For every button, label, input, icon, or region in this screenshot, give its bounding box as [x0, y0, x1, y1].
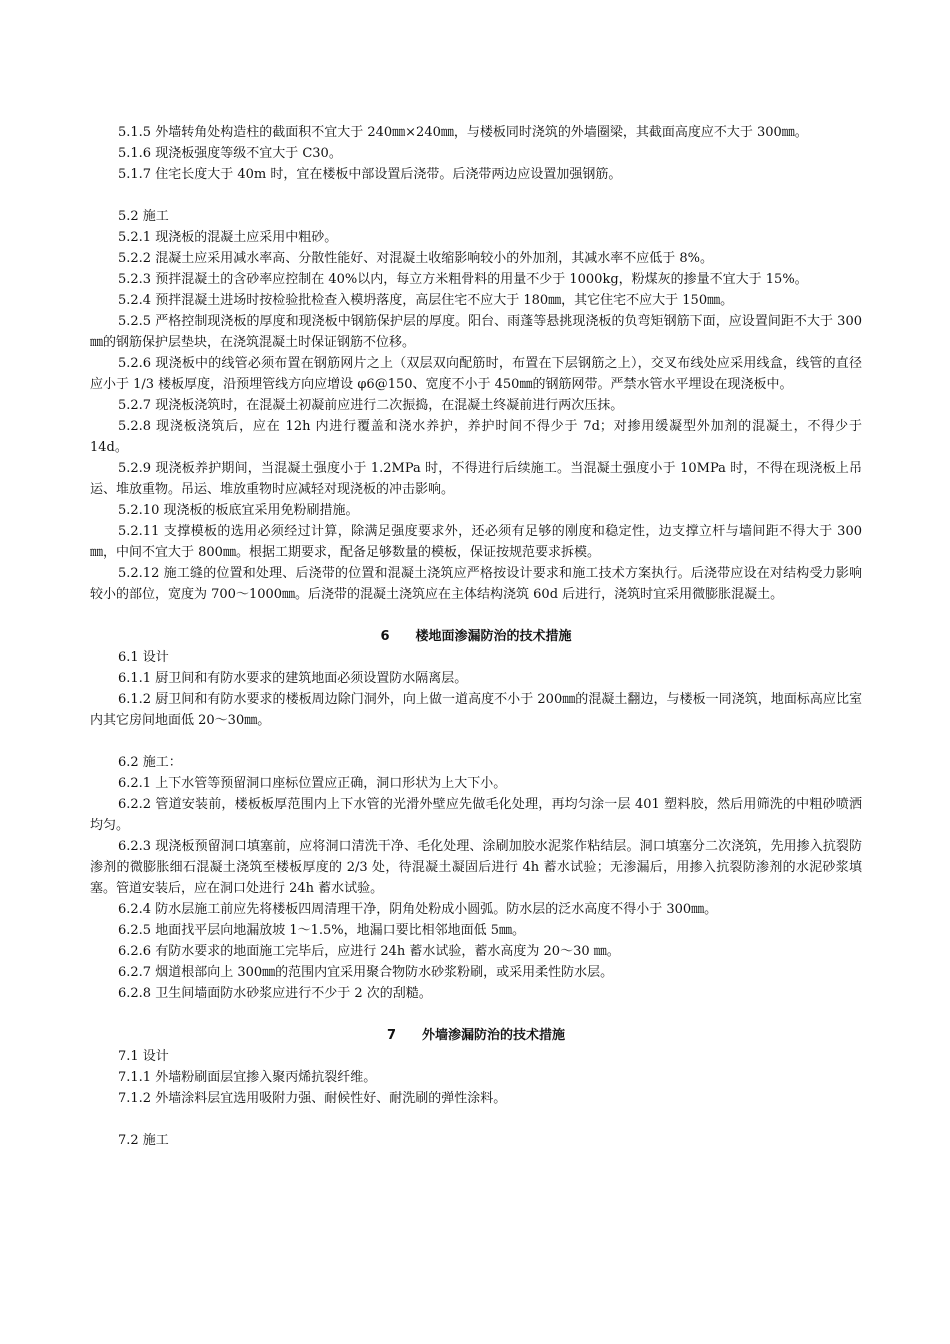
paragraph: 5.2.1 现浇板的混凝土应采用中粗砂。 [118, 230, 338, 245]
paragraph: 5.1.6 现浇板强度等级不宜大于 C30。 [118, 146, 342, 161]
subsection-heading: 5.2 施工 [118, 209, 169, 224]
document-page [90, 122, 862, 1151]
paragraph: 5.1.5 外墙转角处构造柱的截面积不宜大于 240㎜×240㎜，与楼板同时浇筑的外墙圈梁，其截面高度应不大于 300㎜。 [118, 125, 808, 140]
paragraph: 6.2.7 烟道根部向上 300㎜的范围内宜采用聚合物防水砂浆粉刷，或采用柔性防水层。 [118, 965, 614, 980]
subsection-heading: 7.2 施工 [118, 1133, 169, 1148]
spacer [90, 185, 862, 206]
clause-group-5-2 [90, 206, 862, 605]
paragraph: 5.2.2 混凝土应采用减水率高、分散性能好、对混凝土收缩影响较小的外加剂，其减水率不应低于 8%。 [118, 251, 713, 266]
spacer [90, 731, 862, 752]
clause-group-6-2 [90, 752, 862, 1004]
spacer [90, 605, 862, 626]
paragraph: 5.2.3 预拌混凝土的含砂率应控制在 40%以内，每立方米粗骨料的用量不少于 1000kg，粉煤灰的掺量不宜大于 15%。 [118, 272, 808, 287]
paragraph: 5.2.12 施工缝的位置和处理、后浇带的位置和混凝土浇筑应严格按设计要求和施工技术方案执行。后浇带应设在对结构受力影响较小的部位，宽度为 700～1000㎜。后浇带的混凝土浇筑应在主体结构浇筑 60d 后进行，浇筑时宜采用微膨胀混凝土。 [90, 566, 862, 602]
clause-group-6-1 [90, 647, 862, 731]
paragraph: 5.2.4 预拌混凝土进场时按检验批检查入模坍落度，高层住宅不应大于 180㎜，其它住宅不应大于 150㎜。 [118, 293, 734, 308]
paragraph: 6.2.8 卫生间墙面防水砂浆应进行不少于 2 次的刮糙。 [118, 986, 432, 1001]
subsection-heading: 7.1 设计 [118, 1049, 169, 1064]
clause-group-7-1 [90, 1046, 862, 1109]
paragraph: 6.2.3 现浇板预留洞口填塞前，应将洞口清洗干净、毛化处理、涂刷加胶水泥浆作粘结层。洞口填塞分二次浇筑，先用掺入抗裂防渗剂的微膨胀细石混凝土浇筑至楼板厚度的 2/3 处，待混凝土凝固后进行 4h 蓄水试验；无渗漏后，用掺入抗裂防渗剂的水泥砂浆填塞。管道安装后，应在洞口处进行 24h 蓄水试验。 [90, 839, 862, 896]
section-title: 楼地面渗漏防治的技术措施 [415, 629, 572, 644]
paragraph: 6.2.2 管道安装前，楼板板厚范围内上下水管的光滑外壁应先做毛化处理，再均匀涂一层 401 塑料胶，然后用筛洗的中粗砂喷洒均匀。 [90, 797, 862, 833]
paragraph: 5.2.6 现浇板中的线管必须布置在钢筋网片之上（双层双向配筋时，布置在下层钢筋之上），交叉布线处应采用线盒，线管的直径应小于 1/3 楼板厚度，沿预埋管线方向应增设 φ6@150、宽度不小于 450㎜的钢筋网带。严禁水管水平埋设在现浇板中。 [90, 356, 862, 392]
spacer [90, 1004, 862, 1025]
paragraph: 6.2.4 防水层施工前应先将楼板四周清理干净，阴角处粉成小圆弧。防水层的泛水高度不得小于 300㎜。 [118, 902, 718, 917]
clause-group-5-1 [90, 122, 862, 185]
section-6-heading [90, 626, 862, 647]
paragraph: 7.1.2 外墙涂料层宜选用吸附力强、耐候性好、耐洗刷的弹性涂料。 [118, 1091, 507, 1106]
paragraph: 5.2.10 现浇板的板底宜采用免粉刷措施。 [118, 503, 359, 518]
paragraph: 6.1.1 厨卫间和有防水要求的建筑地面必须设置防水隔离层。 [118, 671, 468, 686]
paragraph: 6.1.2 厨卫间和有防水要求的楼板周边除门洞外，向上做一道高度不小于 200㎜的混凝土翻边，与楼板一同浇筑，地面标高应比室内其它房间地面低 20～30㎜。 [90, 692, 862, 728]
paragraph: 5.2.8 现浇板浇筑后，应在 12h 内进行覆盖和浇水养护，养护时间不得少于 7d；对掺用缓凝型外加剂的混凝土，不得少于 14d。 [90, 419, 862, 455]
spacer [90, 1109, 862, 1130]
paragraph: 6.2.1 上下水管等预留洞口座标位置应正确，洞口形状为上大下小。 [118, 776, 507, 791]
section-7-heading [90, 1025, 862, 1046]
paragraph: 5.2.5 严格控制现浇板的厚度和现浇板中钢筋保护层的厚度。阳台、雨蓬等悬挑现浇板的负弯矩钢筋下面，应设置间距不大于 300㎜的钢筋保护层垫块，在浇筑混凝土时保证钢筋不位移。 [90, 314, 862, 350]
paragraph: 5.2.7 现浇板浇筑时，在混凝土初凝前应进行二次振捣，在混凝土终凝前进行两次压抹。 [118, 398, 624, 413]
section-number: 6 [380, 629, 390, 644]
paragraph: 5.2.9 现浇板养护期间，当混凝土强度小于 1.2MPa 时，不得进行后续施工。当混凝土强度小于 10MPa 时，不得在现浇板上吊运、堆放重物。吊运、堆放重物时应减轻对现浇板的冲击影响。 [90, 461, 862, 497]
paragraph: 6.2.6 有防水要求的地面施工完毕后，应进行 24h 蓄水试验，蓄水高度为 20～30 ㎜。 [118, 944, 620, 959]
subsection-heading: 6.1 设计 [118, 650, 169, 665]
paragraph: 5.1.7 住宅长度大于 40m 时，宜在楼板中部设置后浇带。后浇带两边应设置加强钢筋。 [118, 167, 622, 182]
section-number: 7 [386, 1028, 397, 1043]
subsection-heading: 6.2 施工： [118, 755, 182, 770]
section-title: 外墙渗漏防治的技术措施 [422, 1028, 566, 1043]
clause-group-7-2 [90, 1130, 862, 1151]
paragraph: 7.1.1 外墙粉刷面层宜掺入聚丙烯抗裂纤维。 [118, 1070, 377, 1085]
paragraph: 6.2.5 地面找平层向地漏放坡 1～1.5%，地漏口要比相邻地面低 5㎜。 [118, 923, 526, 938]
paragraph: 5.2.11 支撑模板的选用必须经过计算，除满足强度要求外，还必须有足够的刚度和稳定性，边支撑立杆与墙间距不得大于 300㎜，中间不宜大于 800㎜。根据工期要求，配备足够数量的模板，保证按规范要求拆模。 [90, 524, 862, 560]
